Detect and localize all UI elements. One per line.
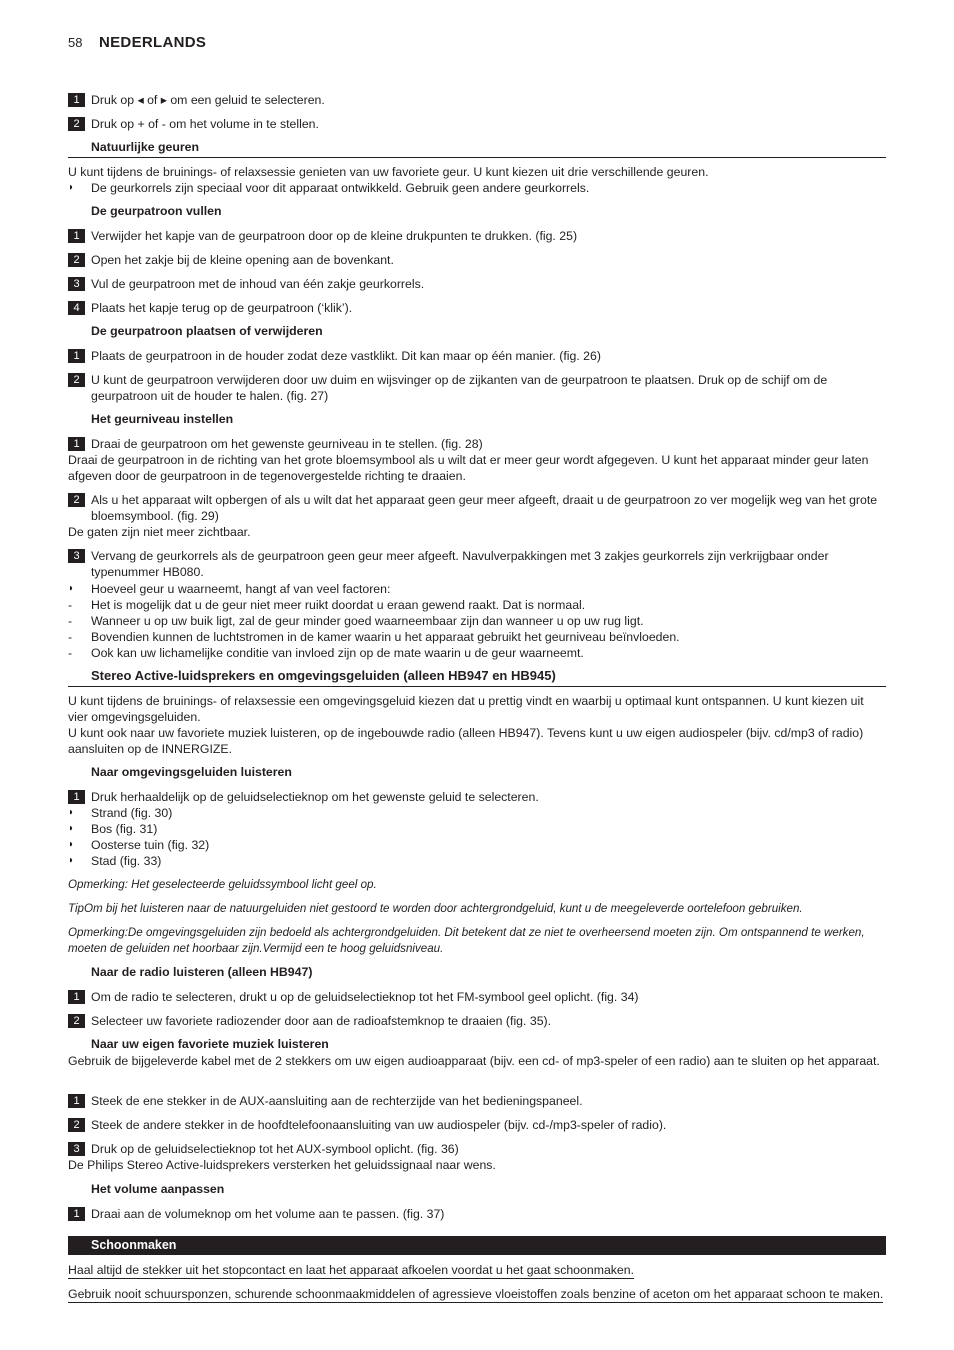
- paragraph: De Philips Stereo Active-luidsprekers versterken het geluidssignaal naar wens.: [68, 1158, 496, 1172]
- bullet-item: ◗ Strand (fig. 30): [68, 806, 173, 820]
- step-2: 2 Steek de andere stekker in de hoofdtelefoonaansluiting van uw audiospeler (bijv. cd-/mp3-speler of radio).: [68, 1117, 885, 1133]
- section-heading-plaatsen: De geurpatroon plaatsen of verwijderen: [91, 324, 323, 338]
- section-heading-geurpatroon-vullen: De geurpatroon vullen: [91, 204, 222, 218]
- step-1: 1 Steek de ene stekker in de AUX-aansluiting aan de rechterzijde van het bedieningspaneel.: [68, 1093, 885, 1109]
- step-1: 1 Om de radio te selecteren, drukt u op de geluidselectieknop tot het FM-symbool geel oplicht. (fig. 34): [68, 989, 885, 1005]
- step-number: 2: [68, 117, 85, 131]
- step-3: 3 Druk op de geluidselectieknop tot het AUX-symbool oplicht. (fig. 36): [68, 1141, 885, 1157]
- section-heading-geurniveau: Het geurniveau instellen: [91, 412, 234, 426]
- bullet-item: ◗ Bos (fig. 31): [68, 822, 158, 836]
- dash-item: - Wanneer u op uw buik ligt, zal de geur minder goed waarneembaar zijn dan wanneer u op uw rug ligt.: [68, 614, 644, 628]
- step-3: 3 Vul de geurpatroon met de inhoud van één zakje geurkorrels.: [68, 276, 885, 292]
- bullet-icon: ◗: [68, 182, 75, 193]
- step-3: 3 Vervang de geurkorrels als de geurpatroon geen geur meer afgeeft. Navulverpakkingen met 3 zakjes geurkorrels zijn verkrijgbaar onder typenummer HB080.: [68, 548, 885, 580]
- step-4: 4 Plaats het kapje terug op de geurpatroon (‘klik’).: [68, 300, 885, 316]
- step-1: 1 Druk herhaaldelijk op de geluidselectieknop om het gewenste geluid te selecteren.: [68, 789, 885, 805]
- step-2: 2 Selecteer uw favoriete radiozender door aan de radioafstemknop te draaien (fig. 35).: [68, 1013, 885, 1029]
- step-text: Druk op ◂ of ▸ om een geluid te selecteren.: [91, 93, 325, 107]
- step-1: 1 Verwijder het kapje van de geurpatroon door op de kleine drukpunten te drukken. (fig. 25): [68, 228, 885, 244]
- bullet-icon: ◗: [68, 839, 75, 850]
- step-1: 1 Draai de geurpatroon om het gewenste geurniveau in te stellen. (fig. 28): [68, 436, 885, 452]
- warning-text: Haal altijd de stekker uit het stopcontact en laat het apparaat afkoelen voordat u het gaat schoonmaken.: [68, 1263, 635, 1277]
- paragraph: De gaten zijn niet meer zichtbaar.: [68, 525, 251, 539]
- section-heading-volume: Het volume aanpassen: [91, 1182, 225, 1196]
- bullet-item: ◗ De geurkorrels zijn speciaal voor dit apparaat ontwikkeld. Gebruik geen andere geurkorrels.: [68, 181, 590, 195]
- dash-item: - Ook kan uw lichamelijke conditie van invloed zijn op de mate waarin u de geur waarneemt.: [68, 646, 584, 660]
- bullet-icon: ◗: [68, 583, 75, 594]
- note: Opmerking:De omgevingsgeluiden zijn bedoeld als achtergrondgeluiden. Dit betekent dat ze niet te overheersend moeten zijn. Om ontspannend te werken, moeten de geluiden net hoorbaar zijn.Vermijd een te hoog geluidsniveau.: [68, 926, 865, 955]
- dash-item: - Het is mogelijk dat u de geur niet meer ruikt doordat u eraan gewend raakt. Dat is normaal.: [68, 598, 586, 612]
- paragraph: U kunt ook naar uw favoriete muziek luisteren, op de ingebouwde radio (alleen HB947). Tevens kunt u uw eigen audiospeler (bijv. cd/mp3 of radio) aansluiten op de INNERGIZE.: [68, 726, 864, 756]
- page-number: 58: [68, 35, 83, 50]
- section-rule: [68, 157, 886, 158]
- step-2: 2 U kunt de geurpatroon verwijderen door uw duim en wijsvinger op de zijkanten van de geurpatroon te plaatsen. Druk op de schijf om de geurpatroon uit de houder te halen. (fig. 27): [68, 372, 885, 404]
- tip: TipOm bij het luisteren naar de natuurgeluiden niet gestoord te worden door achtergrondgeluid, kunt u de meegeleverde oortelefoon gebruiken.: [68, 902, 803, 915]
- section-heading-muziek: Naar uw eigen favoriete muziek luisteren: [91, 1037, 329, 1051]
- step-1: 1 Plaats de geurpatroon in de houder zodat deze vastklikt. Dit kan maar op één manier. (fig. 26): [68, 348, 885, 364]
- step-2: 2 Open het zakje bij de kleine opening aan de bovenkant.: [68, 252, 885, 268]
- paragraph: U kunt tijdens de bruinings- of relaxsessie een omgevingsgeluid kiezen dat u prettig vindt en waarbij u optimaal kunt ontspannen. U kunt kiezen uit vier omgevingsgeluiden.: [68, 694, 864, 724]
- paragraph: U kunt tijdens de bruinings- of relaxsessie genieten van uw favoriete geur. U kunt kiezen uit drie verschillende geuren.: [68, 165, 709, 179]
- step-1: 1 Draai aan de volumeknop om het volume aan te passen. (fig. 37): [68, 1206, 885, 1222]
- bullet-item: ◗ Oosterse tuin (fig. 32): [68, 838, 210, 852]
- bullet-icon: ◗: [68, 807, 75, 818]
- section-heading-stereo: Stereo Active-luidsprekers en omgevingsgeluiden (alleen HB947 en HB945): [91, 668, 556, 683]
- note: Opmerking: Het geselecteerde geluidssymbool licht geel op.: [68, 878, 377, 891]
- step-number: 1: [68, 93, 85, 107]
- section-heading-radio: Naar de radio luisteren (alleen HB947): [91, 965, 313, 979]
- dash-item: - Bovendien kunnen de luchtstromen in de kamer waarin u het apparaat gebruikt het geurniveau beïnvloeden.: [68, 630, 680, 644]
- bullet-item: ◗ Hoeveel geur u waarneemt, hangt af van veel factoren:: [68, 582, 391, 596]
- step-2: 2 Als u het apparaat wilt opbergen of als u wilt dat het apparaat geen geur meer afgeeft, draait u de geurpatroon zo ver mogelijk weg van het grote bloemsymbool. (fig. 29): [68, 492, 885, 524]
- section-heading-natuurlijke-geuren: Natuurlijke geuren: [91, 140, 199, 154]
- section-rule: [68, 686, 886, 687]
- section-heading-omgevingsgeluiden: Naar omgevingsgeluiden luisteren: [91, 765, 292, 779]
- step-2: [68, 116, 885, 132]
- language-header: NEDERLANDS: [99, 34, 207, 51]
- bullet-icon: ◗: [68, 823, 75, 834]
- paragraph: Draai de geurpatroon in de richting van het grote bloemsymbool als u wilt dat er meer geur wordt afgegeven. U kunt het apparaat minder geur laten afgeven door de geurpatroon in de tegenovergestelde richting te draaien.: [68, 453, 869, 483]
- bullet-item: ◗ Stad (fig. 33): [68, 854, 162, 868]
- paragraph: Gebruik de bijgeleverde kabel met de 2 stekkers om uw eigen audioapparaat (bijv. een cd- of mp3-speler of een radio) aan te sluiten op het apparaat.: [68, 1054, 880, 1068]
- section-title: Schoonmaken: [91, 1238, 177, 1252]
- warning-text: Gebruik nooit schuursponzen, schurende schoonmaakmiddelen of agressieve vloeistoffen zoals benzine of aceton om het apparaat schoon te maken.: [68, 1287, 884, 1301]
- section-bar-schoonmaken: [68, 1236, 886, 1255]
- step-text: Druk op + of - om het volume in te stellen.: [91, 117, 319, 131]
- bullet-icon: ◗: [68, 855, 75, 866]
- step-1: [68, 92, 885, 108]
